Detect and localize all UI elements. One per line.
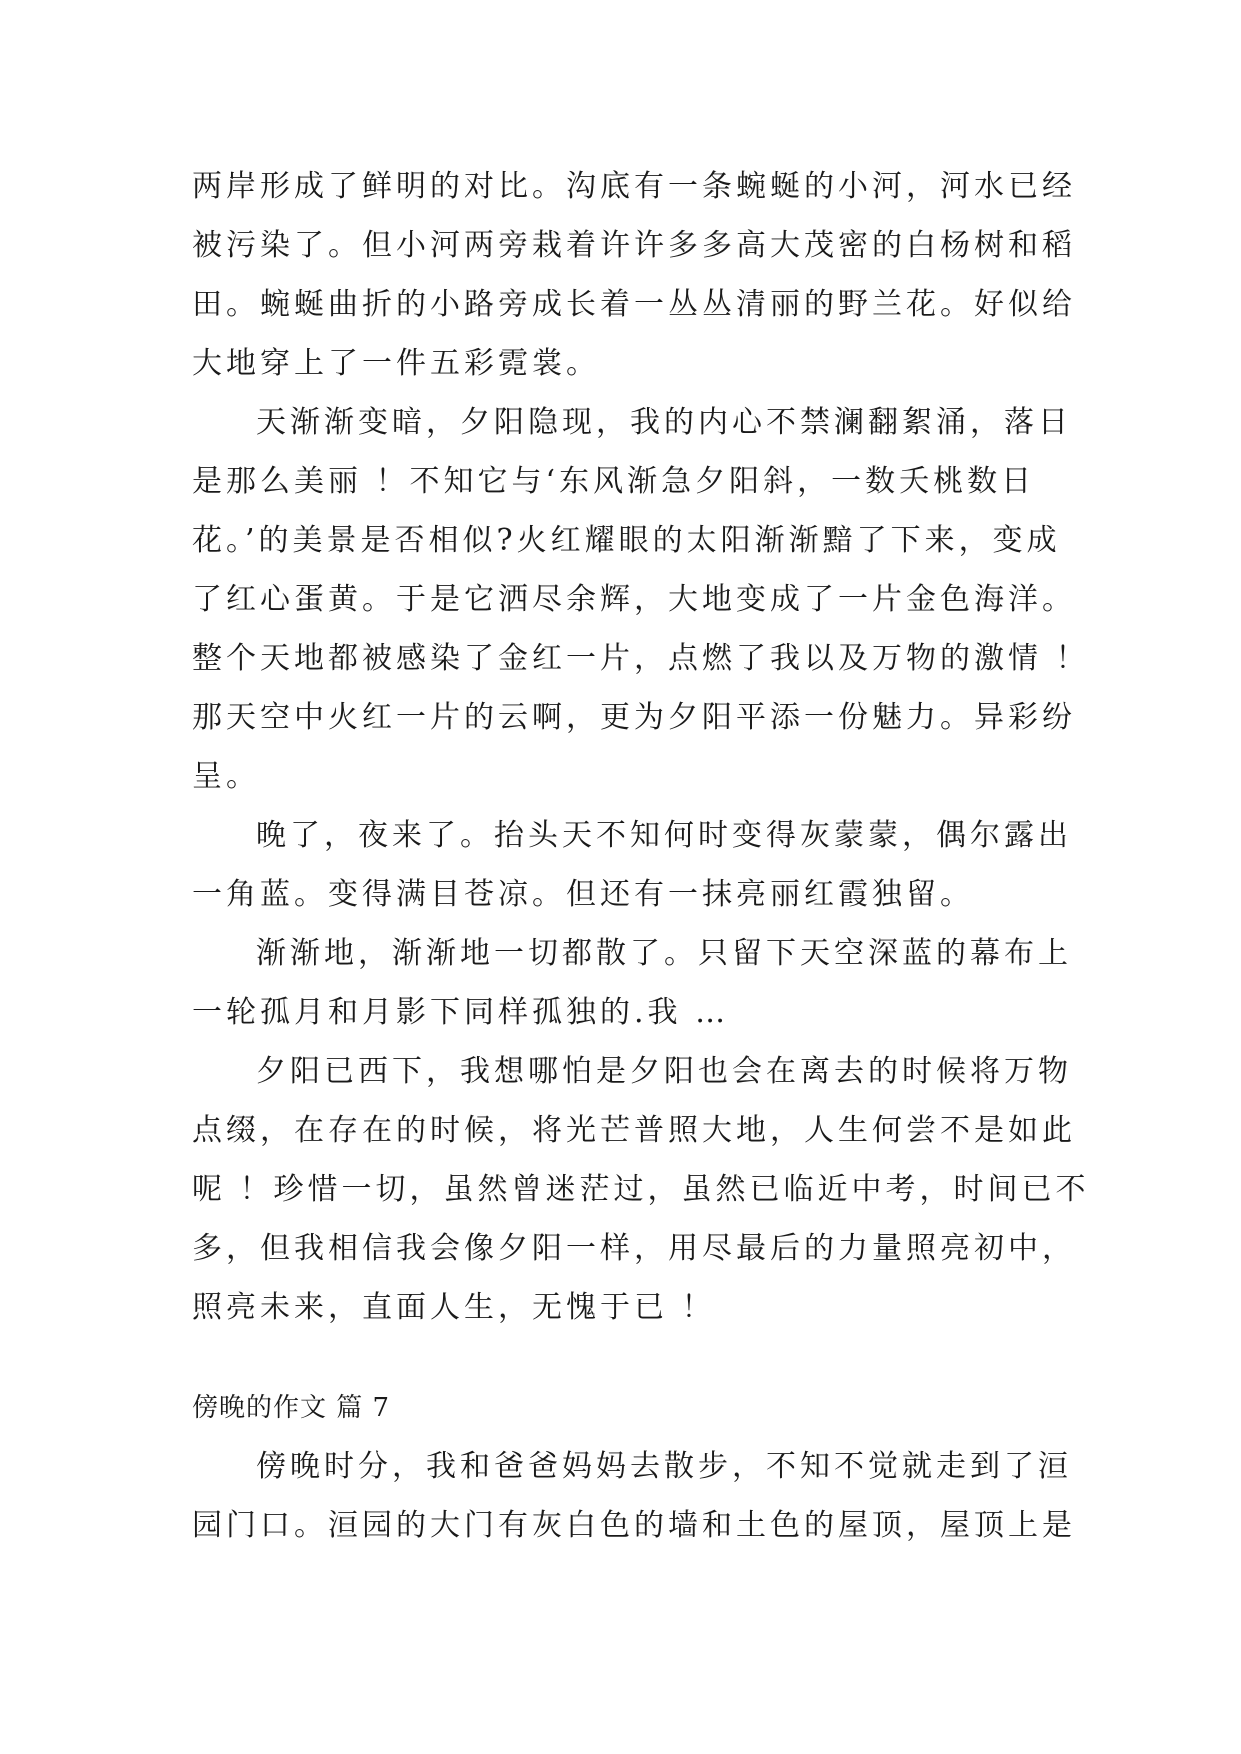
paragraph-first-line: 天渐渐变暗，夕阳隐现，我的内心不禁澜翻絮涌，落日	[256, 405, 1072, 440]
paragraph-line: 一轮孤月和月影下同样孤独的.我 …	[192, 995, 730, 1030]
paragraph-line: 多，但我相信我会像夕阳一样，用尽最后的力量照亮初中，	[192, 1231, 1076, 1266]
paragraph-line: 园门口。洹园的大门有灰白色的墙和土色的屋顶，屋顶上是	[192, 1508, 1076, 1543]
paragraph-first-line: 夕阳已西下，我想哪怕是夕阳也会在离去的时候将万物	[256, 1054, 1072, 1089]
paragraph-line: 了红心蛋黄。于是它洒尽余辉，大地变成了一片金色海洋。	[192, 582, 1076, 617]
paragraph-line: 两岸形成了鲜明的对比。沟底有一条蜿蜒的小河，河水已经	[192, 169, 1076, 204]
paragraph-line: 照亮未来，直面人生，无愧于已 ！	[192, 1290, 716, 1325]
paragraph-line: 花。’的美景是否相似?火红耀眼的太阳渐渐黯了下来，变成	[192, 523, 1061, 558]
paragraph-line: 呈。	[192, 759, 260, 794]
section-heading: 傍晚的作文 篇 7	[192, 1393, 391, 1423]
paragraph-line: 大地穿上了一件五彩霓裳。	[192, 346, 600, 381]
paragraph-first-line: 傍晚时分，我和爸爸妈妈去散步，不知不觉就走到了洹	[256, 1449, 1072, 1484]
paragraph-line: 田。蜿蜒曲折的小路旁成长着一丛丛清丽的野兰花。好似给	[192, 287, 1076, 322]
paragraph-first-line: 晚了，夜来了。抬头天不知何时变得灰蒙蒙，偶尔露出	[256, 818, 1072, 853]
paragraph-line: 是那么美丽 ！不知它与‘东风渐急夕阳斜，一数夭桃数日	[192, 464, 1036, 499]
paragraph-line: 整个天地都被感染了金红一片，点燃了我以及万物的激情 ！	[192, 641, 1090, 676]
paragraph-line: 一角蓝。变得满目苍凉。但还有一抹亮丽红霞独留。	[192, 877, 974, 912]
paragraph-line: 点缀，在存在的时候，将光芒普照大地，人生何尝不是如此	[192, 1113, 1076, 1148]
paragraph-first-line: 渐渐地，渐渐地一切都散了。只留下天空深蓝的幕布上	[256, 936, 1072, 971]
paragraph-line: 被污染了。但小河两旁栽着许许多多高大茂密的白杨树和稻	[192, 228, 1076, 263]
paragraph-line: 呢 ！珍惜一切，虽然曾迷茫过，虽然已临近中考，时间已不	[192, 1172, 1090, 1207]
paragraph-line: 那天空中火红一片的云啊，更为夕阳平添一份魅力。异彩纷	[192, 700, 1076, 735]
